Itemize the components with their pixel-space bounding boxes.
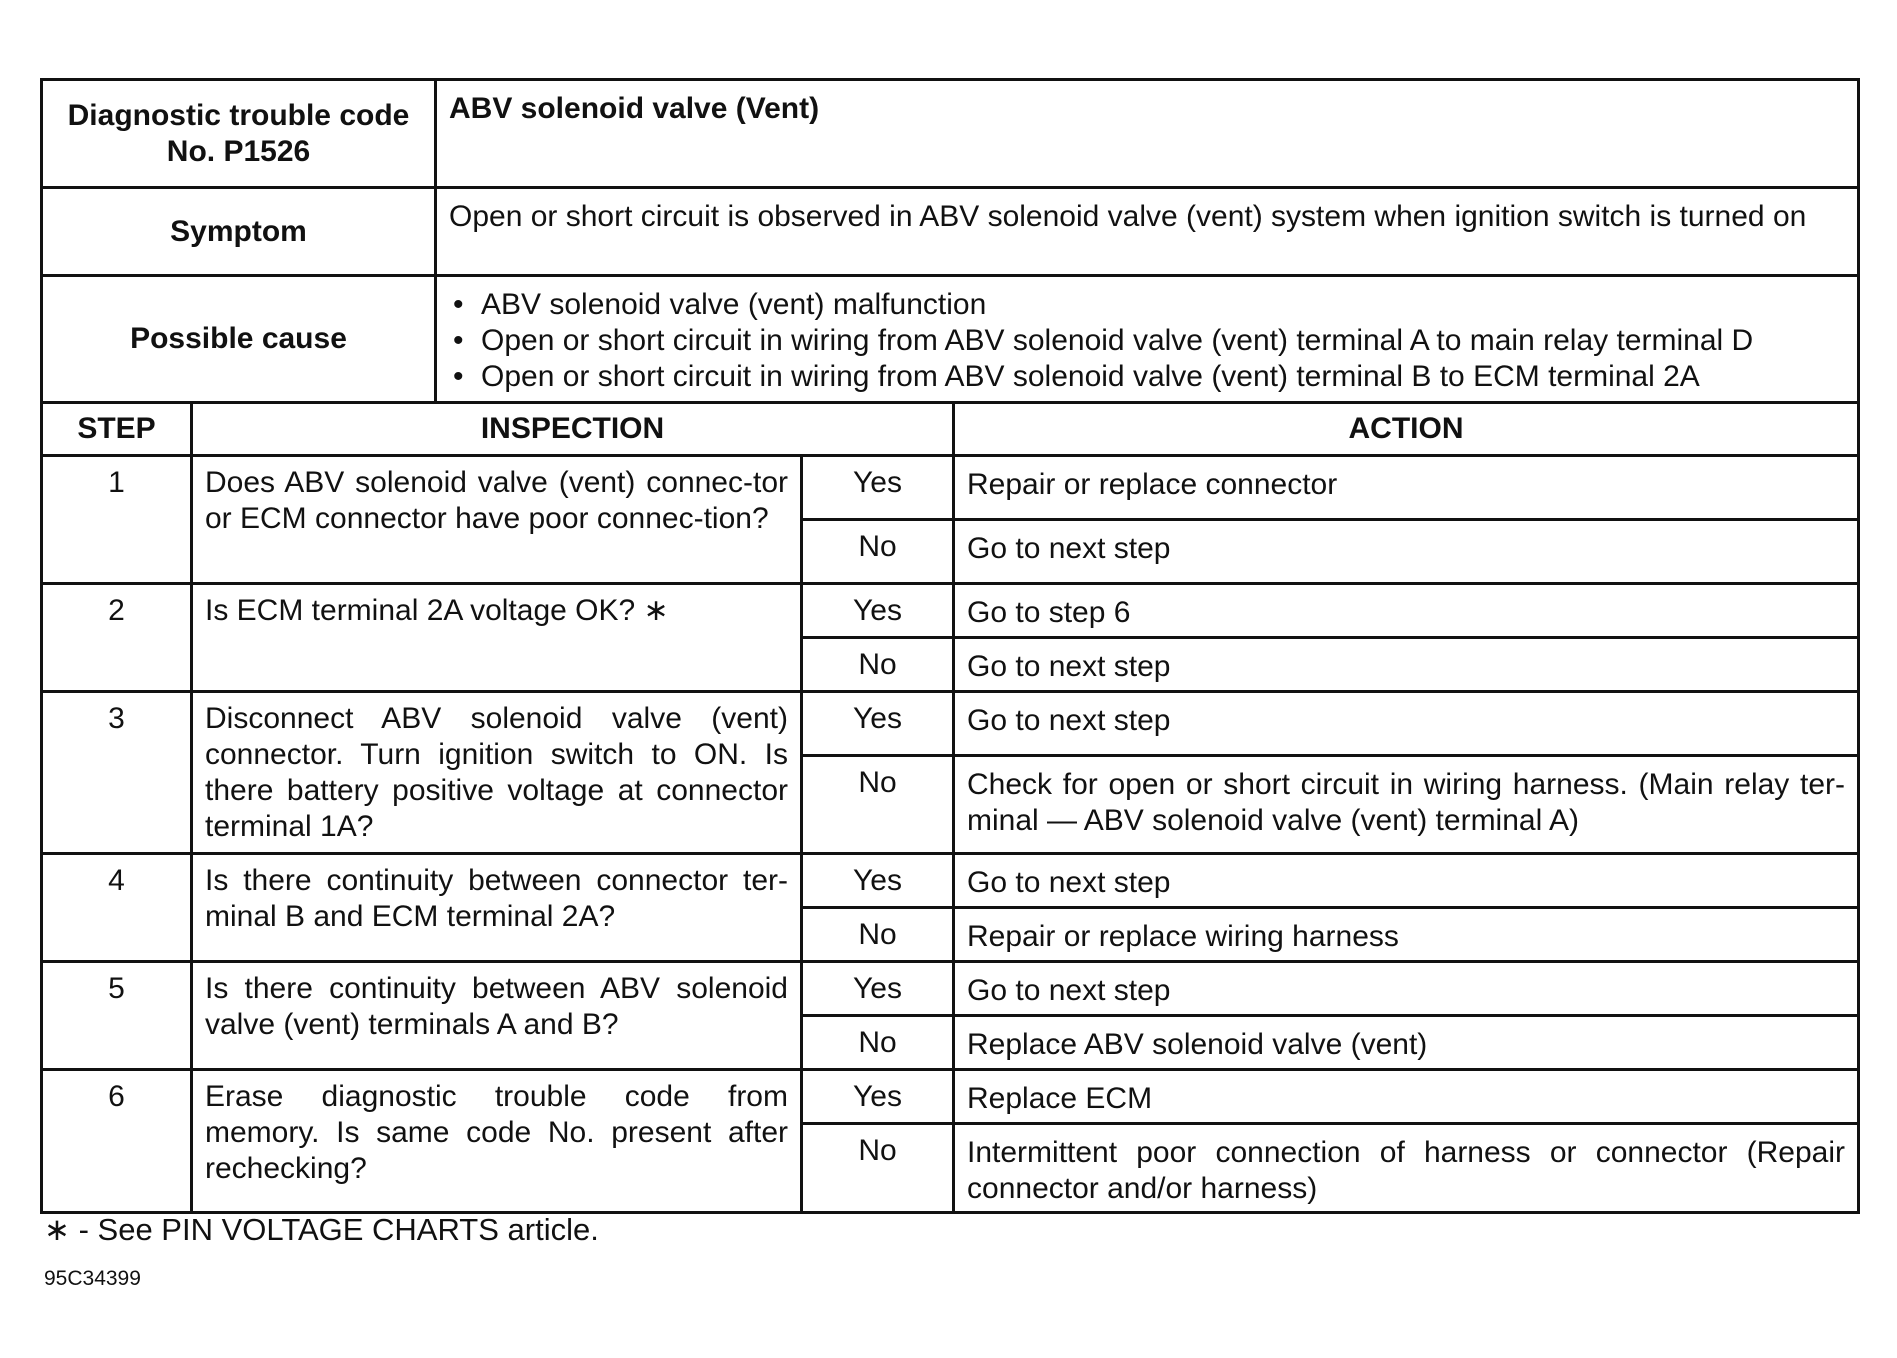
steps-table (40, 401, 1860, 1214)
dtc-info-table (40, 78, 1860, 404)
action-no: Replace ABV solenoid valve (vent) (954, 1016, 1859, 1070)
dtc-label: Diagnostic trouble code No. P1526 (42, 80, 436, 188)
table-row (42, 1070, 1859, 1124)
action-yes: Replace ECM (954, 1070, 1859, 1124)
step-inspection: Does ABV solenoid valve (vent) connec-tor or ECM connector have poor connec-tion? (192, 456, 802, 584)
symptom-label: Symptom (42, 188, 436, 276)
steps-header-row (42, 403, 1859, 456)
cause-list-cell (436, 276, 1859, 403)
action-yes: Go to next step (954, 692, 1859, 756)
cause-label: Possible cause (42, 276, 436, 403)
symptom-value: Open or short circuit is observed in ABV solenoid valve (vent) system when ignition switch is turned on (436, 188, 1859, 276)
col-action-header: ACTION (954, 403, 1859, 456)
footnote: ∗ - See PIN VOLTAGE CHARTS article. (44, 1212, 599, 1247)
cause-item: • Open or short circuit in wiring from ABV solenoid valve (vent) terminal B to ECM terminal 2A (449, 359, 1845, 395)
answer-no: No (802, 1124, 954, 1213)
col-step-header: STEP (42, 403, 192, 456)
step-inspection: Erase diagnostic trouble code from memory. Is same code No. present after rechecking? (192, 1070, 802, 1213)
figure-id: 95C34399 (44, 1267, 141, 1290)
step-number: 4 (42, 854, 192, 962)
step-inspection: Is there continuity between connector ter-minal B and ECM terminal 2A? (192, 854, 802, 962)
step-inspection: Is ECM terminal 2A voltage OK? ∗ (192, 584, 802, 692)
answer-yes: Yes (802, 456, 954, 520)
answer-yes: Yes (802, 1070, 954, 1124)
action-no: Go to next step (954, 520, 1859, 584)
table-row (42, 456, 1859, 520)
answer-no: No (802, 638, 954, 692)
cause-item: • Open or short circuit in wiring from ABV solenoid valve (vent) terminal A to main relay terminal D (449, 323, 1845, 359)
answer-no: No (802, 756, 954, 854)
action-yes: Go to next step (954, 962, 1859, 1016)
cause-list (449, 287, 1845, 395)
cause-item: • ABV solenoid valve (vent) malfunction (449, 287, 1845, 323)
action-yes: Go to next step (954, 854, 1859, 908)
answer-yes: Yes (802, 962, 954, 1016)
table-row (42, 962, 1859, 1016)
table-row (42, 692, 1859, 756)
answer-yes: Yes (802, 692, 954, 756)
answer-no: No (802, 520, 954, 584)
action-yes: Go to step 6 (954, 584, 1859, 638)
action-no: Check for open or short circuit in wiring harness. (Main relay ter-minal — ABV solenoid valve (vent) terminal A) (954, 756, 1859, 854)
action-yes: Repair or replace connector (954, 456, 1859, 520)
step-number: 1 (42, 456, 192, 584)
answer-no: No (802, 908, 954, 962)
diagnostic-sheet (40, 78, 1860, 1214)
step-number: 6 (42, 1070, 192, 1213)
answer-no: No (802, 1016, 954, 1070)
action-no: Intermittent poor connection of harness or connector (Repair connector and/or harness) (954, 1124, 1859, 1213)
answer-yes: Yes (802, 854, 954, 908)
action-no: Repair or replace wiring harness (954, 908, 1859, 962)
col-inspection-header: INSPECTION (192, 403, 954, 456)
table-row (42, 854, 1859, 908)
step-number: 2 (42, 584, 192, 692)
action-no: Go to next step (954, 638, 1859, 692)
step-inspection: Is there continuity between ABV solenoid valve (vent) terminals A and B? (192, 962, 802, 1070)
dtc-value: ABV solenoid valve (Vent) (436, 80, 1859, 188)
table-row (42, 584, 1859, 638)
step-inspection: Disconnect ABV solenoid valve (vent) connector. Turn ignition switch to ON. Is there battery positive voltage at connector terminal 1A? (192, 692, 802, 854)
step-number: 5 (42, 962, 192, 1070)
answer-yes: Yes (802, 584, 954, 638)
step-number: 3 (42, 692, 192, 854)
